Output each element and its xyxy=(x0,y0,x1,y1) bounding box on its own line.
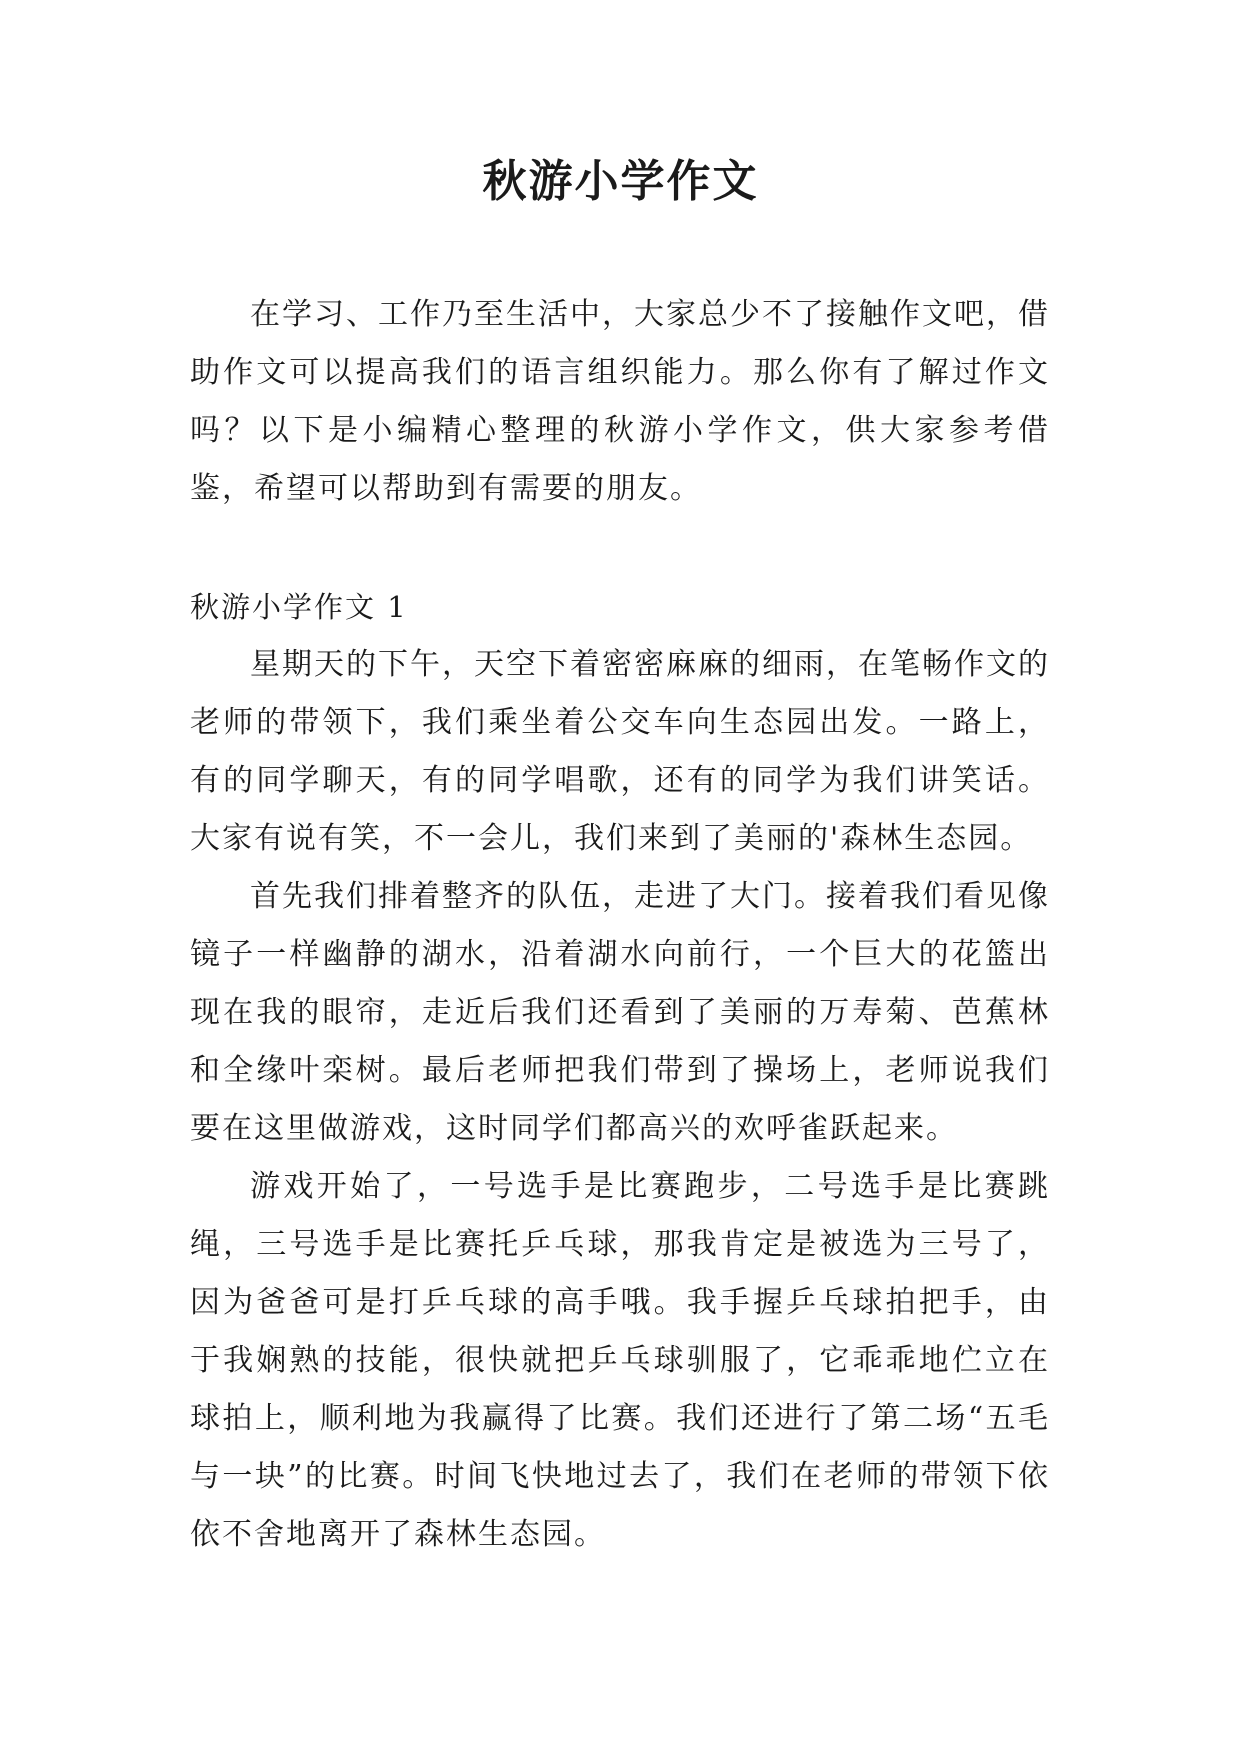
section-heading: 秋游小学作文 1 xyxy=(190,590,408,624)
essay-section xyxy=(190,578,1050,1564)
intro-block xyxy=(190,286,1050,518)
essay-paragraph: 游戏开始了，一号选手是比赛跑步，二号选手是比赛跳绳，三号选手是比赛托乒乓球，那我肯定是被选为三号了，因为爸爸可是打乒乓球的高手哦。我手握乒乓球拍把手，由于我娴熟的技能，很快就把乒乓球驯服了，它乖乖地伫立在球拍上，顺利地为我赢得了比赛。我们还进行了第二场“五毛与一块”的比赛。时间飞快地过去了，我们在老师的带领下依依不舍地离开了森林生态园。 xyxy=(190,1169,1050,1552)
intro-paragraph: 在学习、工作乃至生活中，大家总少不了接触作文吧，借助作文可以提高我们的语言组织能力。那么你有了解过作文吗？以下是小编精心整理的秋游小学作文，供大家参考借鉴，希望可以帮助到有需要的朋友。 xyxy=(190,297,1050,506)
essay-paragraph: 首先我们排着整齐的队伍，走进了大门。接着我们看见像镜子一样幽静的湖水，沿着湖水向前行，一个巨大的花篮出现在我的眼帘，走近后我们还看到了美丽的万寿菊、芭蕉林和全缘叶栾树。最后老师把我们带到了操场上，老师说我们要在这里做游戏，这时同学们都高兴的欢呼雀跃起来。 xyxy=(190,879,1050,1146)
essay-paragraph: 星期天的下午，天空下着密密麻麻的细雨，在笔畅作文的老师的带领下，我们乘坐着公交车向生态园出发。一路上，有的同学聊天，有的同学唱歌，还有的同学为我们讲笑话。大家有说有笑，不一会儿，我们来到了美丽的'森林生态园。 xyxy=(190,647,1050,856)
document-title: 秋游小学作文 xyxy=(482,156,759,207)
